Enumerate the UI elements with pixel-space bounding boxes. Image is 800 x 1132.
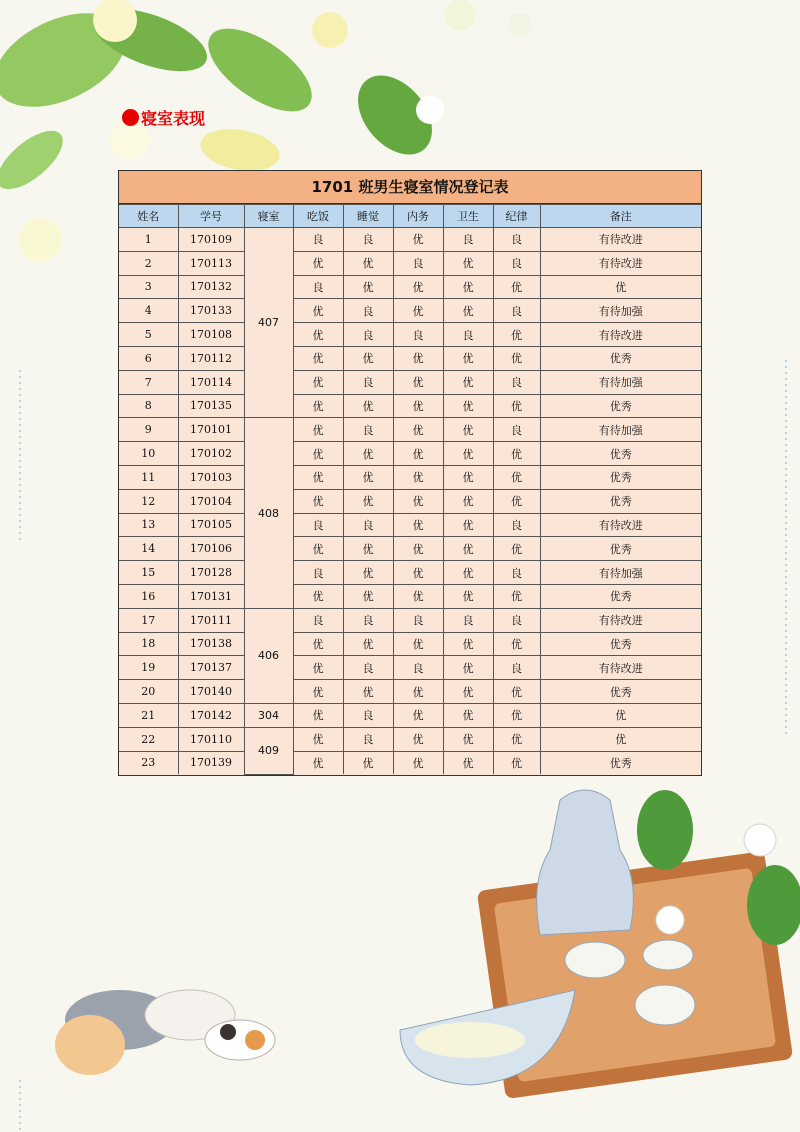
table-header-row — [119, 205, 701, 228]
rating-cell-eat: 优 — [293, 489, 343, 513]
rating-cell-sleep: 良 — [343, 370, 393, 394]
rating-cell-house: 优 — [393, 632, 443, 656]
rating-cell-disc: 优 — [493, 394, 540, 418]
remark-cell: 优秀 — [540, 537, 701, 561]
table-row — [119, 346, 701, 370]
rating-cell-clean: 优 — [443, 513, 493, 537]
remark-cell: 有待加强 — [540, 299, 701, 323]
rating-cell-sleep: 优 — [343, 632, 393, 656]
student-id-cell: 170108 — [178, 323, 244, 347]
rating-cell-sleep: 优 — [343, 537, 393, 561]
row-number-cell: 21 — [119, 703, 178, 727]
remark-cell: 有待加强 — [540, 418, 701, 442]
row-number-cell: 23 — [119, 751, 178, 774]
table-row — [119, 537, 701, 561]
rating-cell-eat: 优 — [293, 418, 343, 442]
rating-cell-eat: 优 — [293, 584, 343, 608]
rating-cell-sleep: 优 — [343, 561, 393, 585]
table-row — [119, 561, 701, 585]
table-row — [119, 370, 701, 394]
table-row — [119, 299, 701, 323]
row-number-cell: 17 — [119, 608, 178, 632]
student-id-cell: 170139 — [178, 751, 244, 774]
column-header: 姓名 — [119, 205, 178, 228]
rating-cell-clean: 优 — [443, 251, 493, 275]
table-row — [119, 680, 701, 704]
remark-cell: 有待改进 — [540, 323, 701, 347]
column-header: 备注 — [540, 205, 701, 228]
remark-cell: 优秀 — [540, 584, 701, 608]
rating-cell-clean: 优 — [443, 584, 493, 608]
rating-cell-clean: 优 — [443, 489, 493, 513]
rating-cell-sleep: 良 — [343, 608, 393, 632]
remark-cell: 有待加强 — [540, 561, 701, 585]
rating-cell-house: 优 — [393, 299, 443, 323]
rating-cell-disc: 良 — [493, 513, 540, 537]
rating-cell-eat: 优 — [293, 680, 343, 704]
remark-cell: 优 — [540, 275, 701, 299]
rating-cell-disc: 优 — [493, 727, 540, 751]
rating-cell-eat: 优 — [293, 299, 343, 323]
row-number-cell: 13 — [119, 513, 178, 537]
row-number-cell: 15 — [119, 561, 178, 585]
rating-cell-sleep: 优 — [343, 275, 393, 299]
student-id-cell: 170137 — [178, 656, 244, 680]
table-row — [119, 323, 701, 347]
table-body — [119, 228, 701, 775]
student-id-cell: 170112 — [178, 346, 244, 370]
rating-cell-house: 优 — [393, 228, 443, 252]
remark-cell: 有待改进 — [540, 513, 701, 537]
student-id-cell: 170133 — [178, 299, 244, 323]
rating-cell-clean: 优 — [443, 656, 493, 680]
student-id-cell: 170131 — [178, 584, 244, 608]
rating-cell-eat: 良 — [293, 608, 343, 632]
rating-cell-disc: 良 — [493, 656, 540, 680]
rating-cell-disc: 优 — [493, 323, 540, 347]
rating-cell-house: 优 — [393, 680, 443, 704]
remark-cell: 有待改进 — [540, 608, 701, 632]
rating-cell-house: 优 — [393, 703, 443, 727]
rating-cell-house: 优 — [393, 370, 443, 394]
rating-cell-disc: 优 — [493, 680, 540, 704]
rating-cell-house: 优 — [393, 561, 443, 585]
rating-cell-sleep: 良 — [343, 727, 393, 751]
rating-cell-disc: 优 — [493, 537, 540, 561]
rating-cell-eat: 良 — [293, 561, 343, 585]
rating-cell-sleep: 良 — [343, 299, 393, 323]
rating-cell-disc: 优 — [493, 442, 540, 466]
row-number-cell: 9 — [119, 418, 178, 442]
table-title: 1701 班男生寝室情况登记表 — [119, 171, 701, 204]
rating-cell-house: 优 — [393, 751, 443, 774]
row-number-cell: 22 — [119, 727, 178, 751]
rating-cell-sleep: 优 — [343, 442, 393, 466]
table-row — [119, 251, 701, 275]
rating-cell-clean: 优 — [443, 275, 493, 299]
rating-cell-clean: 良 — [443, 608, 493, 632]
rating-cell-disc: 优 — [493, 584, 540, 608]
rating-cell-house: 良 — [393, 323, 443, 347]
rating-cell-sleep: 良 — [343, 703, 393, 727]
row-number-cell: 20 — [119, 680, 178, 704]
row-number-cell: 6 — [119, 346, 178, 370]
student-id-cell: 170138 — [178, 632, 244, 656]
cats-decoration — [55, 990, 275, 1075]
student-id-cell: 170113 — [178, 251, 244, 275]
rating-cell-disc: 良 — [493, 228, 540, 252]
student-id-cell: 170140 — [178, 680, 244, 704]
rating-cell-house: 良 — [393, 608, 443, 632]
rating-cell-disc: 良 — [493, 251, 540, 275]
rating-cell-disc: 良 — [493, 561, 540, 585]
rating-cell-house: 优 — [393, 394, 443, 418]
section-heading — [122, 106, 205, 129]
rating-cell-house: 优 — [393, 442, 443, 466]
table-row — [119, 703, 701, 727]
row-number-cell: 3 — [119, 275, 178, 299]
table-row — [119, 513, 701, 537]
dorm-room-cell: 408 — [244, 418, 293, 608]
rating-cell-eat: 优 — [293, 465, 343, 489]
dorm-room-cell: 406 — [244, 608, 293, 703]
rating-cell-house: 优 — [393, 418, 443, 442]
rating-cell-eat: 优 — [293, 251, 343, 275]
table-row — [119, 465, 701, 489]
row-number-cell: 12 — [119, 489, 178, 513]
student-id-cell: 170114 — [178, 370, 244, 394]
remark-cell: 优秀 — [540, 442, 701, 466]
remark-cell: 有待改进 — [540, 228, 701, 252]
student-id-cell: 170102 — [178, 442, 244, 466]
remark-cell: 优秀 — [540, 632, 701, 656]
rating-cell-sleep: 优 — [343, 346, 393, 370]
rating-cell-disc: 优 — [493, 751, 540, 774]
section-heading-text: 寝室表现 — [141, 109, 206, 128]
rating-cell-clean: 优 — [443, 680, 493, 704]
row-number-cell: 11 — [119, 465, 178, 489]
row-number-cell: 19 — [119, 656, 178, 680]
table-row — [119, 584, 701, 608]
rating-cell-sleep: 良 — [343, 656, 393, 680]
remark-cell: 优秀 — [540, 346, 701, 370]
rating-cell-sleep: 良 — [343, 228, 393, 252]
rating-cell-sleep: 优 — [343, 680, 393, 704]
table-row — [119, 608, 701, 632]
student-id-cell: 170106 — [178, 537, 244, 561]
rating-cell-sleep: 优 — [343, 584, 393, 608]
student-id-cell: 170128 — [178, 561, 244, 585]
rating-cell-eat: 优 — [293, 727, 343, 751]
column-header: 卫生 — [443, 205, 493, 228]
rating-cell-clean: 优 — [443, 442, 493, 466]
rating-cell-disc: 良 — [493, 608, 540, 632]
rating-cell-clean: 良 — [443, 323, 493, 347]
rating-cell-sleep: 良 — [343, 513, 393, 537]
rating-cell-eat: 优 — [293, 632, 343, 656]
dorm-registration-table — [118, 170, 702, 776]
row-number-cell: 7 — [119, 370, 178, 394]
rating-cell-eat: 优 — [293, 751, 343, 774]
row-number-cell: 4 — [119, 299, 178, 323]
student-id-cell: 170101 — [178, 418, 244, 442]
rating-cell-disc: 优 — [493, 275, 540, 299]
rating-cell-house: 良 — [393, 251, 443, 275]
red-dot-icon — [122, 109, 139, 126]
student-id-cell: 170135 — [178, 394, 244, 418]
table-row — [119, 394, 701, 418]
rating-cell-house: 优 — [393, 584, 443, 608]
rating-cell-eat: 良 — [293, 513, 343, 537]
rating-cell-sleep: 优 — [343, 751, 393, 774]
rating-cell-sleep: 良 — [343, 323, 393, 347]
row-number-cell: 1 — [119, 228, 178, 252]
remark-cell: 优秀 — [540, 751, 701, 774]
column-header: 睡觉 — [343, 205, 393, 228]
dorm-room-cell: 407 — [244, 228, 293, 418]
row-number-cell: 18 — [119, 632, 178, 656]
student-id-cell: 170105 — [178, 513, 244, 537]
rating-cell-clean: 优 — [443, 346, 493, 370]
rating-cell-clean: 优 — [443, 727, 493, 751]
rating-cell-disc: 优 — [493, 703, 540, 727]
table-row — [119, 275, 701, 299]
dorm-room-cell: 409 — [244, 727, 293, 774]
rating-cell-clean: 优 — [443, 537, 493, 561]
row-number-cell: 10 — [119, 442, 178, 466]
row-number-cell: 14 — [119, 537, 178, 561]
rating-cell-disc: 良 — [493, 299, 540, 323]
rating-cell-disc: 优 — [493, 632, 540, 656]
row-number-cell: 8 — [119, 394, 178, 418]
rating-cell-house: 优 — [393, 275, 443, 299]
column-header: 学号 — [178, 205, 244, 228]
rating-cell-sleep: 良 — [343, 418, 393, 442]
rating-cell-eat: 优 — [293, 370, 343, 394]
column-header: 内务 — [393, 205, 443, 228]
table-row — [119, 228, 701, 252]
rating-cell-house: 优 — [393, 513, 443, 537]
column-header: 吃饭 — [293, 205, 343, 228]
rating-cell-house: 良 — [393, 656, 443, 680]
rating-cell-disc: 优 — [493, 465, 540, 489]
rating-cell-sleep: 优 — [343, 465, 393, 489]
remark-cell: 优秀 — [540, 465, 701, 489]
student-id-cell: 170132 — [178, 275, 244, 299]
student-id-cell: 170109 — [178, 228, 244, 252]
rating-cell-clean: 优 — [443, 561, 493, 585]
rating-cell-house: 优 — [393, 346, 443, 370]
student-id-cell: 170103 — [178, 465, 244, 489]
remark-cell: 优 — [540, 703, 701, 727]
rating-cell-eat: 优 — [293, 346, 343, 370]
remark-cell: 优 — [540, 727, 701, 751]
table-row — [119, 442, 701, 466]
rating-cell-eat: 良 — [293, 275, 343, 299]
rating-cell-house: 优 — [393, 727, 443, 751]
rating-cell-eat: 优 — [293, 323, 343, 347]
student-id-cell: 170111 — [178, 608, 244, 632]
rating-cell-clean: 优 — [443, 370, 493, 394]
rating-cell-eat: 优 — [293, 656, 343, 680]
rating-cell-eat: 优 — [293, 703, 343, 727]
rating-cell-clean: 良 — [443, 228, 493, 252]
rating-cell-sleep: 优 — [343, 394, 393, 418]
rating-cell-eat: 优 — [293, 537, 343, 561]
rating-cell-eat: 良 — [293, 228, 343, 252]
rating-cell-disc: 优 — [493, 489, 540, 513]
rating-cell-sleep: 优 — [343, 489, 393, 513]
rating-cell-eat: 优 — [293, 394, 343, 418]
table-row — [119, 751, 701, 774]
table-row — [119, 632, 701, 656]
row-number-cell: 16 — [119, 584, 178, 608]
rating-cell-clean: 优 — [443, 418, 493, 442]
remark-cell: 优秀 — [540, 489, 701, 513]
rating-cell-eat: 优 — [293, 442, 343, 466]
rating-cell-clean: 优 — [443, 703, 493, 727]
rating-cell-clean: 优 — [443, 394, 493, 418]
table-row — [119, 418, 701, 442]
table-row — [119, 727, 701, 751]
student-id-cell: 170110 — [178, 727, 244, 751]
column-header: 纪律 — [493, 205, 540, 228]
row-number-cell: 5 — [119, 323, 178, 347]
rating-cell-house: 优 — [393, 537, 443, 561]
table-row — [119, 656, 701, 680]
rating-cell-house: 优 — [393, 465, 443, 489]
rating-cell-clean: 优 — [443, 465, 493, 489]
remark-cell: 优秀 — [540, 680, 701, 704]
student-id-cell: 170142 — [178, 703, 244, 727]
rating-cell-sleep: 优 — [343, 251, 393, 275]
rating-cell-disc: 良 — [493, 418, 540, 442]
column-header: 寝室 — [244, 205, 293, 228]
rating-cell-disc: 优 — [493, 346, 540, 370]
rating-cell-clean: 优 — [443, 632, 493, 656]
remark-cell: 有待改进 — [540, 656, 701, 680]
student-id-cell: 170104 — [178, 489, 244, 513]
rating-cell-clean: 优 — [443, 751, 493, 774]
rating-cell-disc: 良 — [493, 370, 540, 394]
rating-cell-house: 优 — [393, 489, 443, 513]
rating-cell-clean: 优 — [443, 299, 493, 323]
remark-cell: 优秀 — [540, 394, 701, 418]
remark-cell: 有待加强 — [540, 370, 701, 394]
dorm-room-cell: 304 — [244, 703, 293, 727]
remark-cell: 有待改进 — [540, 251, 701, 275]
table-row — [119, 489, 701, 513]
row-number-cell: 2 — [119, 251, 178, 275]
